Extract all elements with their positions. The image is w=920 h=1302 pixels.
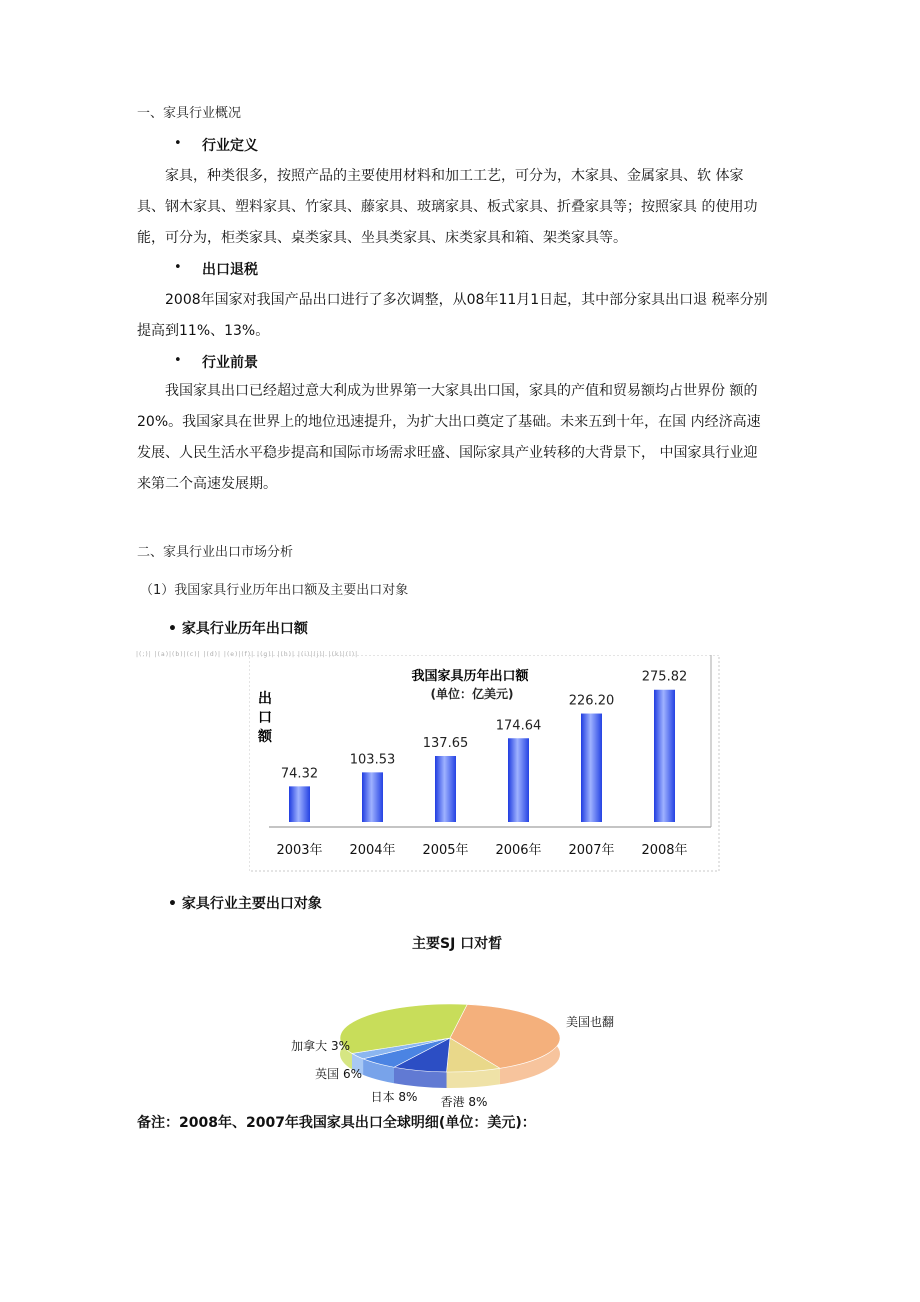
heading-outlook: 行业前景 — [202, 355, 258, 371]
pie-slice-label: 美国也翻 — [566, 1015, 615, 1029]
x-tick-label: 2006年 — [495, 843, 542, 858]
x-tick-label: 2004年 — [349, 843, 396, 858]
para-line: 家具，种类很多，按照产品的主要使用材料和加工工艺，可分为，木家具、金属家具、软 体家 — [165, 168, 744, 184]
x-tick-label: 2005年 — [422, 843, 469, 858]
bar — [654, 690, 675, 822]
bar — [362, 772, 383, 822]
pie-slice-label: 香港 8% — [440, 1095, 488, 1109]
pie-slice-label: 日本 8% — [370, 1090, 418, 1104]
bar-value-label: 74.32 — [280, 766, 319, 782]
x-tick-label: 2007年 — [568, 843, 615, 858]
x-tick-label: 2003年 — [276, 843, 323, 858]
pie-slice-label: 英国 6% — [315, 1067, 362, 1081]
export-pie-chart — [270, 1000, 630, 1112]
bar-value-label: 103.53 — [349, 752, 396, 768]
y-axis-char: 出 — [258, 691, 272, 707]
y-axis-char: 口 — [258, 710, 272, 726]
bullet-icon: • — [174, 136, 182, 151]
section2-subtitle: （1）我国家具行业历年出口额及主要出口对象 — [140, 583, 409, 598]
section1-title: 一、家具行业概况 — [137, 106, 242, 121]
para-outlook — [137, 376, 827, 500]
bar-value-label: 174.64 — [495, 718, 542, 734]
section2-title: 二、家具行业出口市场分析 — [137, 545, 294, 560]
para-line: 20%。我国家具在世界上的地位迅速提升，为扩大出口奠定了基础。未来五到十年，在国 内经济高速 — [137, 414, 761, 430]
heading-definition: 行业定义 — [202, 138, 258, 154]
heading-tax: 出口退税 — [202, 262, 258, 278]
chart-title: 我国家具历年出口额 — [411, 669, 529, 684]
bullet-icon: • — [174, 353, 182, 368]
bar — [581, 714, 602, 822]
bullet-export-targets: • 家具行业主要出口对象 — [168, 896, 322, 912]
y-axis-char: 额 — [258, 729, 272, 745]
para-line: 具、钢木家具、塑料家具、竹家具、藤家具、玻璃家具、板式家具、折叠家具等；按照家具 的使用功 — [137, 199, 758, 215]
para-line: 2008年国家对我国产品出口进行了多次调整，从08年11月1日起，其中部分家具出口退 税率分别 — [165, 292, 768, 308]
para-tax — [137, 285, 827, 347]
bar-value-label: 137.65 — [422, 735, 469, 751]
export-bar-chart — [249, 655, 721, 873]
chart-subtitle: (单位：亿美元) — [430, 687, 514, 701]
para-line: 我国家具出口已经超过意大利成为世界第一大家具出口国，家具的产值和贸易额均占世界份 额的 — [165, 383, 758, 399]
note: 备注：2008年、2007年我国家具出口全球明细(单位：美元)： — [137, 1115, 536, 1131]
pie-slices — [340, 1004, 560, 1072]
x-tick-label: 2008年 — [641, 843, 688, 858]
bar-value-label: 275.82 — [641, 669, 688, 685]
bullet-icon: • — [174, 260, 182, 275]
bar — [435, 756, 456, 822]
bullet-export-amount: • 家具行业历年出口额 — [168, 621, 308, 637]
bar — [289, 786, 310, 822]
pie-slice-label: 加拿大 3% — [291, 1039, 350, 1053]
para-line: 发展、人民生活水平稳步提高和国际市场需求旺盛、国际家具产业转移的大背景下， 中国家具行业迎 — [137, 445, 758, 461]
y-axis-label — [257, 691, 273, 745]
para-line: 能，可分为，柜类家具、桌类家具、坐具类家具、床类家具和箱、架类家具等。 — [137, 230, 627, 246]
bar-value-label: 226.20 — [568, 693, 615, 709]
para-line: 来第二个高速发展期。 — [137, 476, 277, 492]
pie-title: 主要SJ 口对晳 — [412, 936, 503, 952]
bar — [508, 738, 529, 822]
para-line: 提高到11%、13%。 — [137, 323, 270, 339]
scan-noise: |(;)| |(a)|(b)|(c)| |(d)| |(e)|(f)| |(g)| |(h)| |(i)|(j)| |(k)|(l)| — [136, 651, 359, 658]
para-definition — [137, 161, 827, 254]
